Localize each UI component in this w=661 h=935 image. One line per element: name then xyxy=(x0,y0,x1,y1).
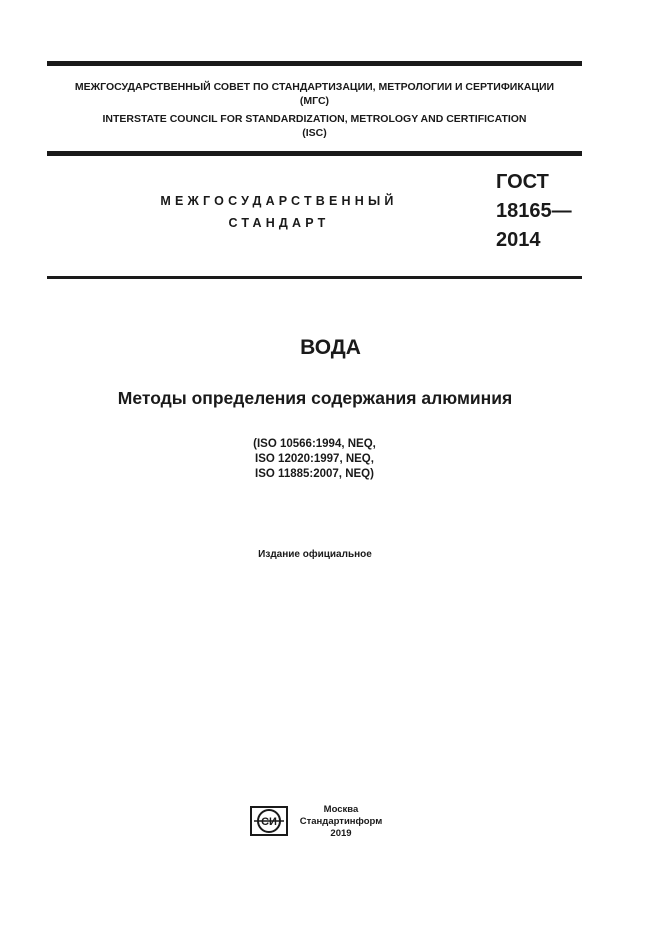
publisher-name: Стандартинформ xyxy=(299,816,383,827)
header-bottom-rule xyxy=(47,151,582,156)
standard-type xyxy=(144,190,414,234)
logo-text: СИ xyxy=(261,816,277,828)
council-name-ru xyxy=(47,80,582,108)
publisher-info xyxy=(291,804,391,840)
council-name-en xyxy=(47,112,582,140)
council-name-en-text: INTERSTATE COUNCIL FOR STANDARDIZATION, METROLOGY AND CERTIFICATION xyxy=(102,113,527,125)
council-abbr-ru: (МГС) xyxy=(299,95,330,107)
gost-year: 2014 xyxy=(496,229,541,251)
document-title: ВОДА xyxy=(300,336,361,359)
iso-references xyxy=(232,437,397,482)
publisher-city: Москва xyxy=(323,804,359,815)
standartinform-logo-icon xyxy=(250,806,288,836)
gost-number: 18165— xyxy=(496,200,572,222)
standard-type-line1: МЕЖГОСУДАРСТВЕННЫЙ xyxy=(160,194,398,208)
publisher-year: 2019 xyxy=(330,828,352,839)
council-abbr-en: (ISC) xyxy=(302,127,327,139)
gost-designation xyxy=(496,168,572,255)
edition-note: Издание официальное xyxy=(258,549,372,560)
standard-type-line2: СТАНДАРТ xyxy=(228,216,330,230)
designation-rule xyxy=(47,276,582,279)
iso-reference-1: (ISO 10566:1994, NEQ, xyxy=(253,438,376,450)
gost-label: ГОСТ xyxy=(496,171,549,193)
top-rule xyxy=(47,61,582,66)
iso-reference-2: ISO 12020:1997, NEQ, xyxy=(255,453,374,465)
council-name-ru-text: МЕЖГОСУДАРСТВЕННЫЙ СОВЕТ ПО СТАНДАРТИЗАЦИИ, МЕТРОЛОГИИ И СЕРТИФИКАЦИИ xyxy=(74,81,555,93)
document-subtitle: Методы определения содержания алюминия xyxy=(117,388,513,408)
iso-reference-3: ISO 11885:2007, NEQ) xyxy=(255,468,374,480)
